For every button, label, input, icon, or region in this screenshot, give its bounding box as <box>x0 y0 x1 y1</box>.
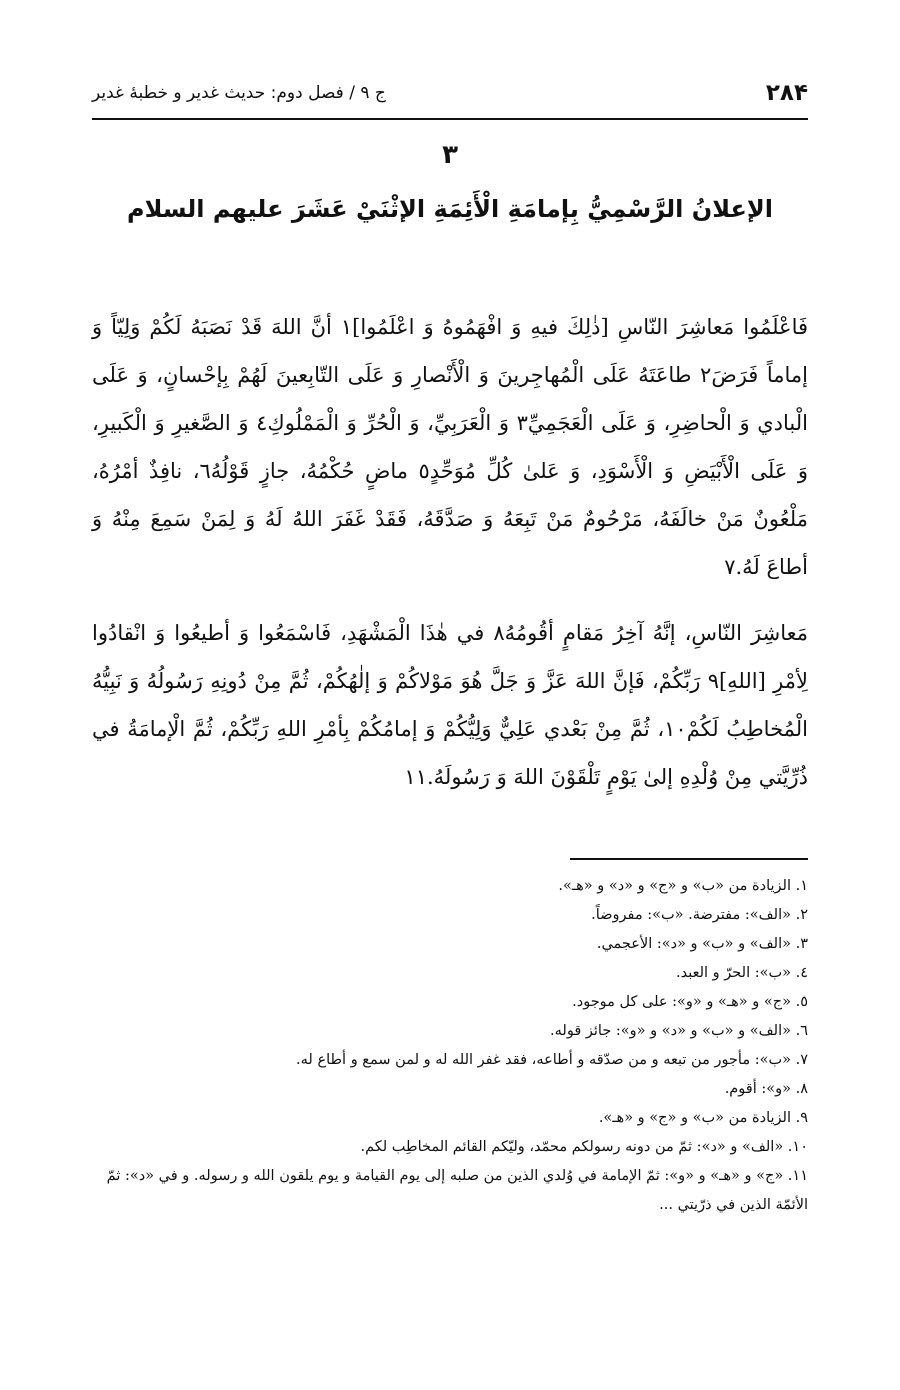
footnote-6: ٦. «الف» و «ب» و «د» و «و»: جائز قوله. <box>550 1023 808 1039</box>
section-number: ۳ <box>442 140 458 170</box>
footnote-5: ٥. «ج» و «هـ» و «و»: على كل موجود. <box>572 994 808 1010</box>
footnotes <box>92 872 808 1220</box>
footnote-3: ٣. «الف» و «ب» و «د»: الأعجمي. <box>596 936 808 952</box>
section-title: الإعلانُ الرَّسْمِيُّ بِإمامَةِ الْأَئِمَةِ الإثْنَيْ عَشَرَ عليهم السلام <box>127 195 773 223</box>
body-paragraph-2: مَعاشِرَ النّاسِ، إنَّهُ آخِرُ مَقامٍ أقُومُهُ٨ في هٰذَا الْمَشْهَدِ، فَاسْمَعُوا وَ أطيعُوا وَ انْقادُوا لِأمْرِ [اللهِ]٩ رَبِّكُمْ، فَإنَّ اللهَ عَزَّ وَ جَلَّ هُوَ مَوْلاكُمْ وَ إلٰهُكُمْ، ثُمَّ مِنْ دُونِهِ رَسُولُهُ وَ نَبِيُّهُ الْمُخاطِبُ لَكُمْ١٠، ثُمَّ مِنْ بَعْدي عَلِيٌّ وَلِيُّكُمْ وَ إمامُكُمْ بِأمْرِ اللهِ رَبِّكُمْ، ثُمَّ الْإمامَةُ في ذُرِّيَّتي مِنْ وُلْدِهِ إلىٰ يَوْمٍ تَلْقَوْنَ اللهَ وَ رَسُولَهُ.١١ <box>92 621 809 789</box>
running-head: ج ۹ / فصل دوم: حديث غدير و خطبهٔ غدير <box>92 83 386 103</box>
footnote-7: ٧. «ب»: مأجور من تبعه و من صدّقه و أطاعه، فقد غفر الله له و لمن سمع و أطاع له. <box>296 1052 808 1068</box>
body-paragraph-1: فَاعْلَمُوا مَعاشِرَ النّاسِ [ذٰلِكَ فيهِ وَ افْهَمُوهُ وَ اعْلَمُوا]١ أنَّ اللهَ قَدْ نَصَبَهُ لَكُمْ وَلِيّاً وَ إماماً فَرَضَ٢ طاعَتَهُ عَلَى الْمُهاجِرينَ وَ الْأَنْصارِ وَ عَلَى التّابِعينَ لَهُمْ بِإحْسانٍ، وَ عَلَى الْبادي وَ الْحاضِرِ، وَ عَلَى الْعَجَمِيِّ٣ وَ الْعَرَبِيِّ، وَ الْحُرِّ وَ الْمَمْلُوكِ٤ وَ الصَّغيرِ وَ الْكَبيرِ، وَ عَلَى الْأَبْيَضِ وَ الْأَسْوَدِ، وَ عَلىٰ كُلِّ مُوَحِّدٍ٥ ماضٍ حُكْمُهُ، جازٍ قَوْلُهُ٦، نافِذٌ أمْرُهُ، مَلْعُونٌ مَنْ خالَفَهُ، مَرْحُومٌ مَنْ تَبِعَهُ وَ صَدَّقَهُ، فَقَدْ غَفَرَ اللهُ لَهُ وَ لِمَنْ سَمِعَ مِنْهُ وَ أطاعَ لَهُ.٧ <box>92 315 809 579</box>
footnote-8: ٨. «و»: أقوم. <box>724 1081 808 1097</box>
footnote-2: ٢. «الف»: مفترضة. «ب»: مفروضاً. <box>591 907 808 923</box>
footnote-divider <box>570 858 808 860</box>
footnote-4: ٤. «ب»: الحرّ و العبد. <box>676 965 808 981</box>
page-header <box>92 72 808 114</box>
footnote-1: ١. الزيادة من «ب» و «ج» و «د» و «هـ». <box>558 878 808 894</box>
page-number: ۲۸۴ <box>765 80 808 106</box>
footnote-10: ١٠. «الف» و «د»: ثمّ من دونه رسولكم محمّد، وليّكم القائم المخاطِب لكم. <box>360 1139 808 1155</box>
footnote-11: ١١. «ج» و «هـ» و «و»: ثمّ الإمامة في وُلدي الذين من صلبه إلى يوم القيامة و يوم يلقون الله و رسوله. و في «د»: ثمّ الأئمّة الذين في ذرّيتي ... <box>106 1168 808 1213</box>
footnote-9: ٩. الزيادة من «ب» و «ج» و «هـ». <box>598 1110 808 1126</box>
header-divider <box>92 118 808 120</box>
